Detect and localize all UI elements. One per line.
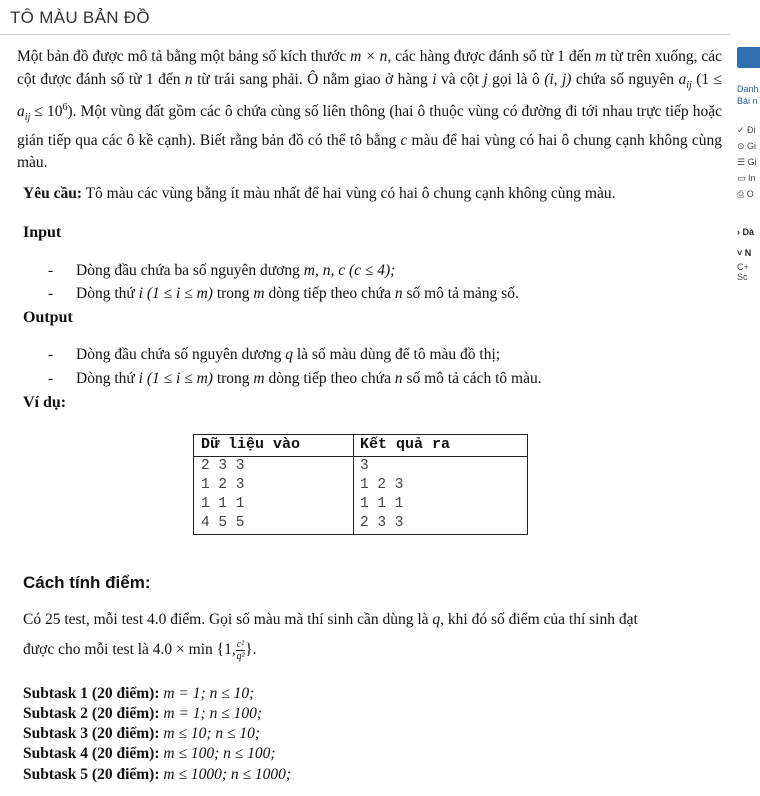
- output-column-header: Kết quả ra: [360, 436, 451, 453]
- subtask-line: Subtask 5 (20 điểm): m ≤ 1000; n ≤ 1000;: [23, 766, 292, 783]
- output-row: 2 3 3: [360, 515, 404, 531]
- sidebar-section-2[interactable]: ˅ N: [737, 248, 752, 258]
- sidebar-item-memory[interactable]: ☰ Gi: [737, 157, 757, 167]
- subtask-line: Subtask 1 (20 điểm): m = 1; n ≤ 10;: [23, 685, 255, 702]
- output-row: 3: [360, 458, 369, 474]
- input-row: 4 5 5: [201, 515, 245, 531]
- problem-description: Một bản đồ được mô tả bằng một bảng số kích thước m × n, các hàng được đánh số từ 1 đến m từ trên xuống, các cột được đánh số từ 1 đến n từ trái sang phải. Ô nằm giao ở hàng i và cột j gọi là ô (i, j) chứa số nguyên $a_{ij}$ $(1 \le a_{ij} \le 10^6)$. Một vùng đất gồm các ô chứa cùng số liên thông (hai ô thuộc vùng có đường đi tới nhau trực tiếp hoặc gián tiếp qua các ô kề cạnh). Biết rằng bản đồ có thể tô bằng c màu để hai vùng có hai ô chung cạnh không cùng màu.: [17, 48, 723, 172]
- input-column-header: Dữ liệu vào: [201, 436, 301, 453]
- subtask-line: Subtask 4 (20 điểm): m ≤ 100; n ≤ 100;: [23, 745, 276, 762]
- sidebar-link-list[interactable]: Danh: [737, 84, 759, 94]
- subtask-line: Subtask 3 (20 điểm): m ≤ 10; n ≤ 10;: [23, 725, 261, 742]
- output-row: 1 2 3: [360, 477, 404, 493]
- subtask-line: Subtask 2 (20 điểm): m = 1; n ≤ 100;: [23, 705, 262, 722]
- sidebar-item-input[interactable]: ▭ In: [737, 173, 756, 183]
- sidebar-item-accepted[interactable]: ✓ Đi: [737, 125, 756, 135]
- sidebar-link-problems[interactable]: Bài n: [737, 96, 758, 106]
- scoring-title: Cách tính điểm:: [23, 573, 151, 592]
- input-row: 1 2 3: [201, 477, 245, 493]
- sidebar-sub-1[interactable]: C+: [737, 262, 749, 272]
- example-table: [193, 434, 528, 535]
- sidebar-section-1[interactable]: › Dà: [737, 227, 755, 237]
- example-heading: Ví dụ:: [23, 394, 67, 411]
- submit-button[interactable]: [737, 47, 760, 68]
- input-row: 1 1 1: [201, 496, 245, 512]
- sidebar-item-output[interactable]: ⎙ O: [737, 189, 754, 199]
- output-heading: Output: [23, 309, 73, 326]
- sidebar-sub-2[interactable]: Sc: [737, 272, 748, 282]
- input-row: 2 3 3: [201, 458, 245, 474]
- title-divider: [0, 34, 730, 35]
- page-title: TÔ MÀU BẢN ĐỒ: [10, 8, 150, 27]
- input-heading: Input: [23, 224, 62, 241]
- requirement: Yêu cầu: Tô màu các vùng bằng ít màu nhất để hai vùng có hai ô chung cạnh không cùng màu.: [23, 185, 616, 202]
- score-fraction: $\frac{\text{c²}}{\text{q²}}$: [236, 638, 245, 662]
- output-row: 1 1 1: [360, 496, 404, 512]
- scoring-description: Có 25 test, mỗi test 4.0 điểm. Gọi số màu mà thí sinh cần dùng là q, khi đó số điểm của thí sinh đạt được cho mỗi test là 4.0 × min {1, $\frac{\text{c²}}{\text{q²}}$ }.: [23, 611, 638, 662]
- sidebar-item-time[interactable]: ⊙ Gi: [737, 141, 757, 151]
